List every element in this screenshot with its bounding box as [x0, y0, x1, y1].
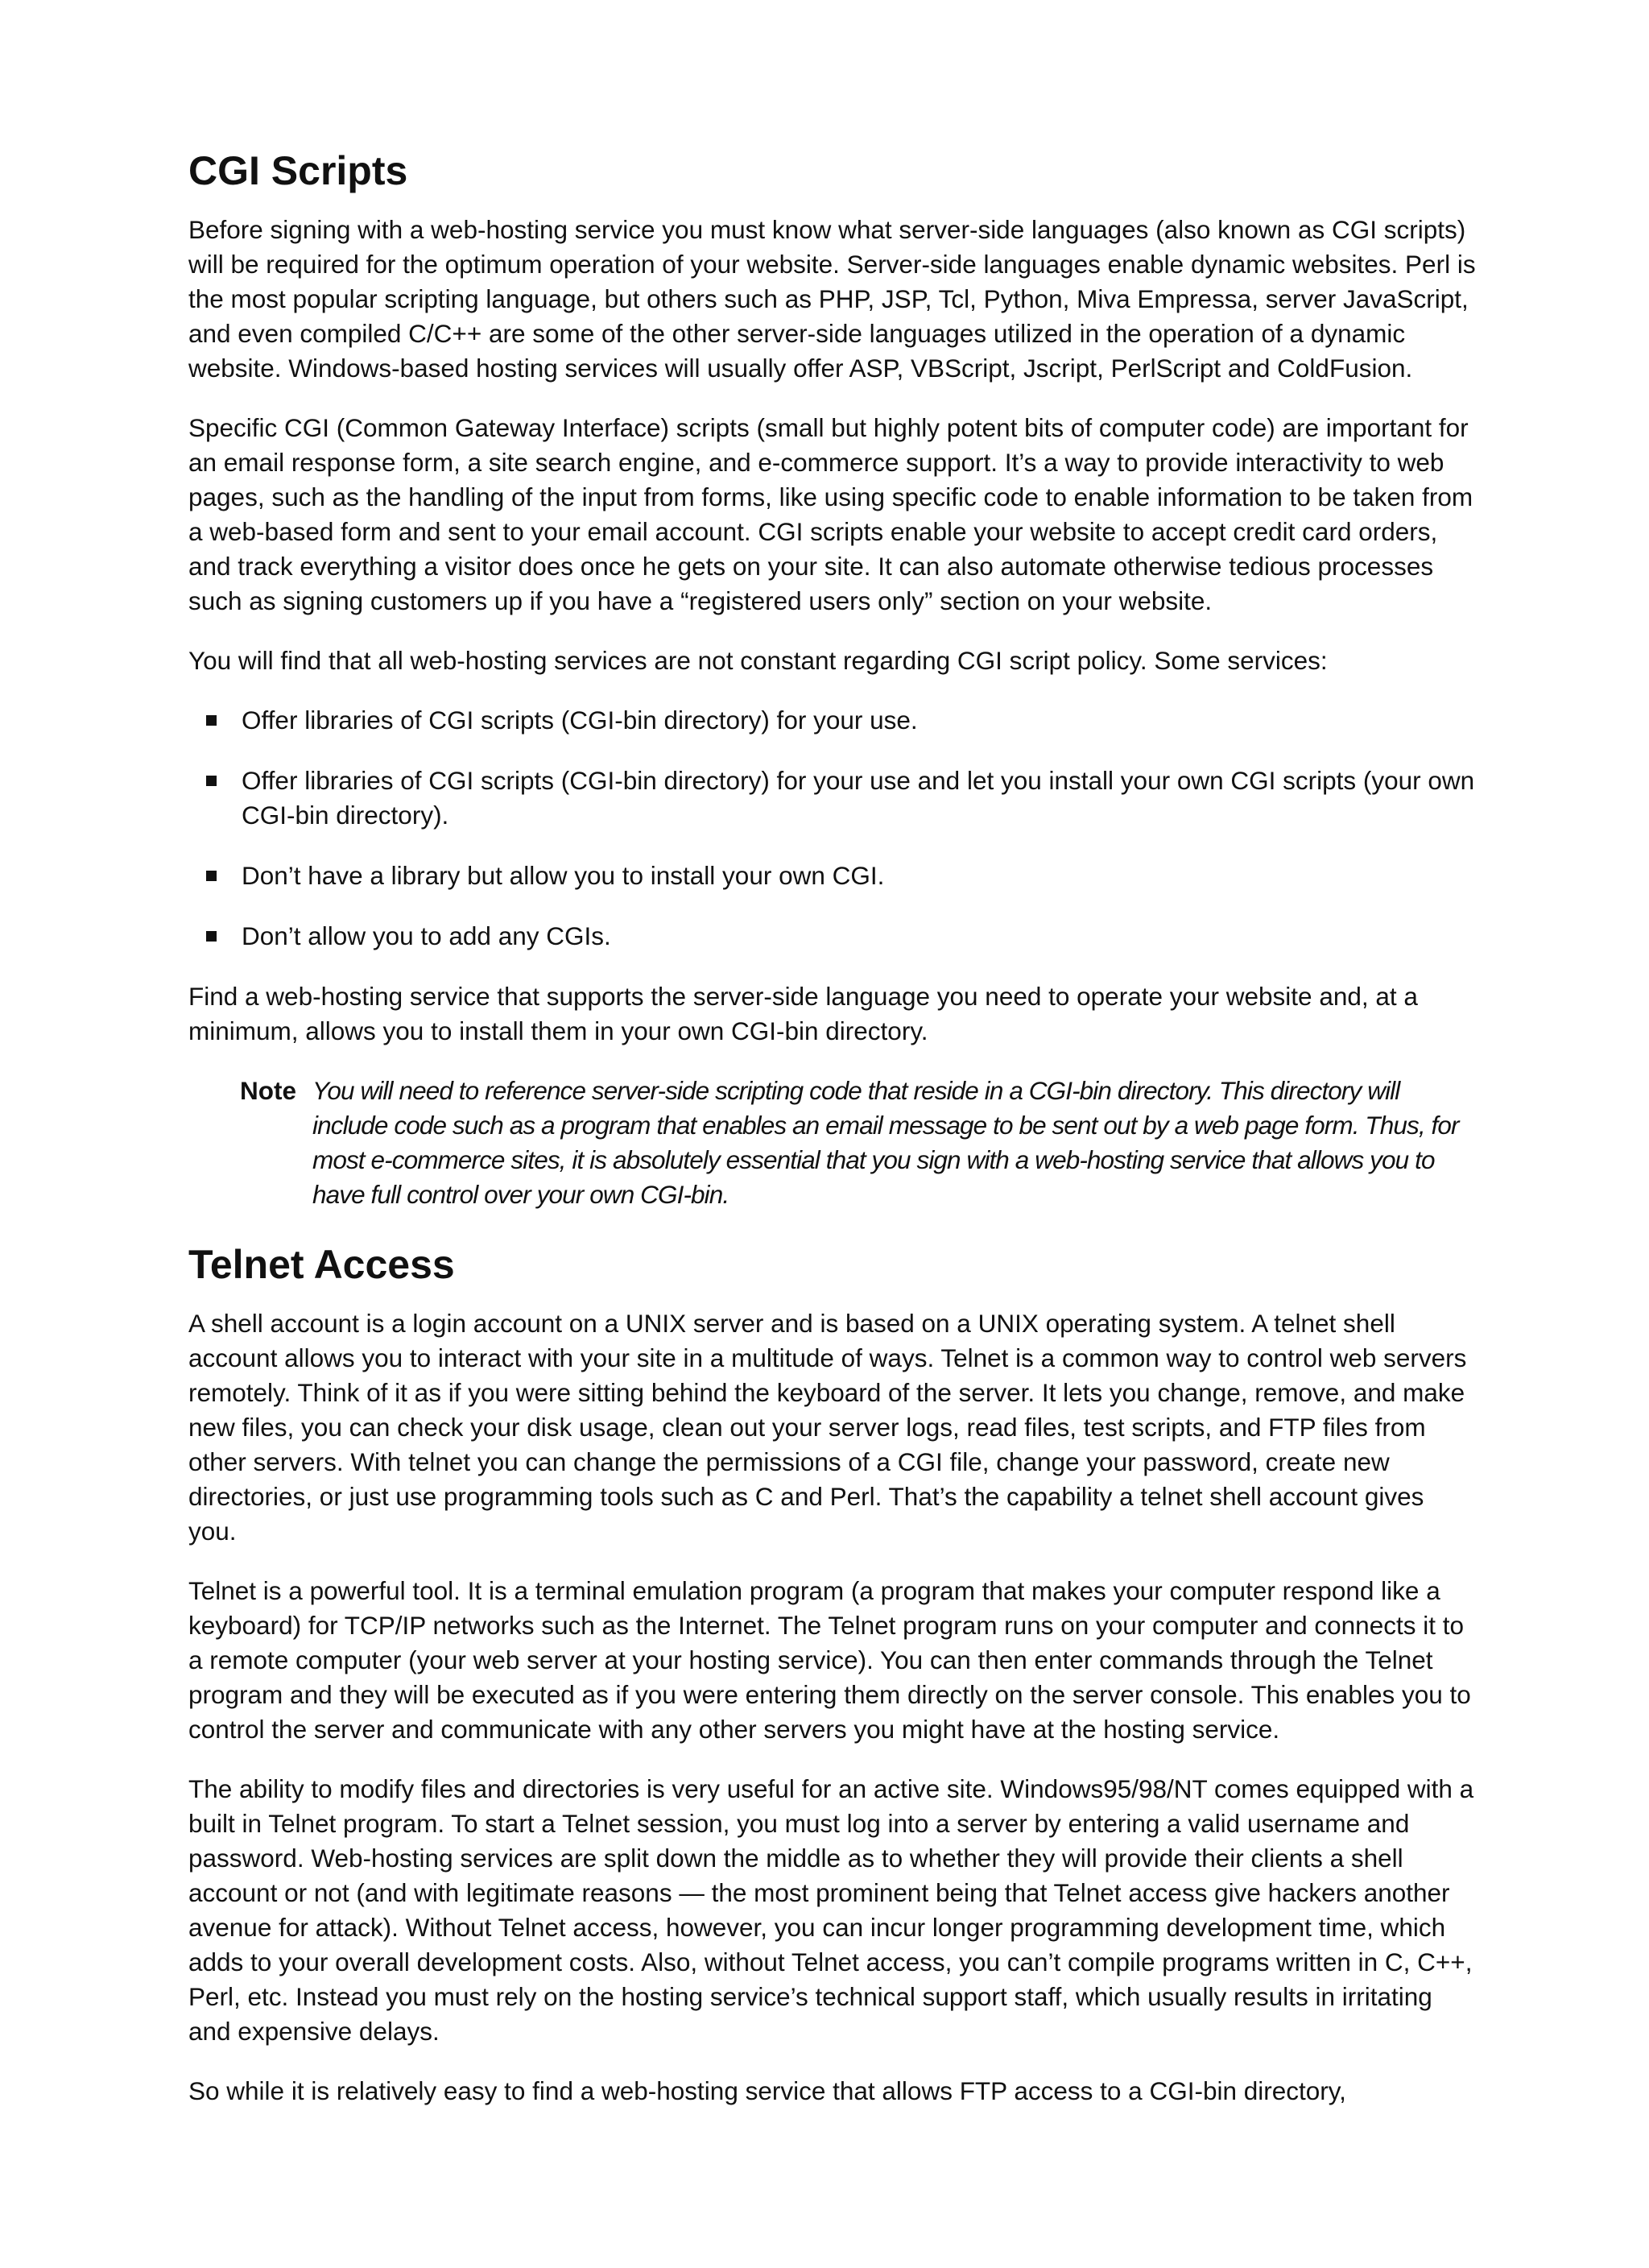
square-bullet-icon: [206, 871, 217, 881]
cgi-policy-list: [188, 703, 1477, 954]
list-item: [188, 859, 1477, 893]
paragraph: You will find that all web-hosting services are not constant regarding CGI script policy. Some services:: [188, 646, 1328, 675]
list-item: [188, 919, 1477, 954]
note-block: [188, 1074, 1464, 1212]
square-bullet-icon: [206, 776, 217, 786]
section-heading-cgi-scripts: CGI Scripts: [188, 148, 408, 193]
section-heading-telnet-access: Telnet Access: [188, 1242, 455, 1287]
list-item-text: Offer libraries of CGI scripts (CGI-bin directory) for your use.: [242, 706, 918, 735]
paragraph: So while it is relatively easy to find a web-hosting service that allows FTP access to a CGI-bin directory,: [188, 2076, 1346, 2105]
paragraph: The ability to modify files and directories is very useful for an active site. Windows95/98/NT comes equipped with a built in Telnet program. To start a Telnet session, you must log into a server by entering a valid username and password. Web-hosting services are split down the middle as to whether they will provide their clients a shell account or not (and with legitimate reasons — the most prominent being that Telnet access give hackers another avenue for attack). Without Telnet access, however, you can incur longer programming development time, which adds to your overall development costs. Also, without Telnet access, you can’t compile programs written in C, C++, Perl, etc. Instead you must rely on the hosting service’s technical support staff, which usually results in irritating and expensive delays.: [188, 1774, 1474, 2046]
list-item: [188, 764, 1477, 833]
note-text: You will need to reference server-side scripting code that reside in a CGI-bin directory. This directory will include code such as a program that enables an email message to be sent out by a web page form. Thus, for most e-commerce sites, it is absolutely essential that you sign with a web-hosting service that allows you to have full control over your own CGI-bin.: [312, 1076, 1459, 1209]
paragraph: Specific CGI (Common Gateway Interface) scripts (small but highly potent bits of computer code) are important for an email response form, a site search engine, and e-commerce support. It’s a way to provide interactivity to web pages, such as the handling of the input from forms, like using specific code to enable information to be taken from a web-based form and sent to your email account. CGI scripts enable your website to accept credit card orders, and track everything a visitor does once he gets on your site. It can also automate otherwise tedious processes such as signing customers up if you have a “registered users only” section on your website.: [188, 413, 1473, 615]
note-label: Note: [240, 1076, 296, 1105]
square-bullet-icon: [206, 931, 217, 942]
list-item-text: Don’t have a library but allow you to install your own CGI.: [242, 861, 885, 890]
paragraph: Before signing with a web-hosting service you must know what server-side languages (also known as CGI scripts) will be required for the optimum operation of your website. Server-side languages enable dynamic websites. Perl is the most popular scripting language, but others such as PHP, JSP, Tcl, Python, Miva Empressa, server JavaScript, and even compiled C/C++ are some of the other server-side languages utilized in the operation of a dynamic website. Windows-based hosting services will usually offer ASP, VBScript, Jscript, PerlScript and ColdFusion.: [188, 215, 1476, 383]
square-bullet-icon: [206, 715, 217, 726]
list-item-text: Don’t allow you to add any CGIs.: [242, 921, 611, 950]
list-item-text: Offer libraries of CGI scripts (CGI-bin directory) for your use and let you install your own CGI scripts (your own CGI-bin directory).: [242, 766, 1475, 830]
paragraph: Telnet is a powerful tool. It is a terminal emulation program (a program that makes your computer respond like a keyboard) for TCP/IP networks such as the Internet. The Telnet program runs on your computer and connects it to a remote computer (your web server at your hosting service). You can then enter commands through the Telnet program and they will be executed as if you were entering them directly on the server console. This enables you to control the server and communicate with any other servers you might have at the hosting service.: [188, 1576, 1471, 1744]
list-item: [188, 703, 1477, 738]
paragraph: A shell account is a login account on a UNIX server and is based on a UNIX operating system. A telnet shell account allows you to interact with your site in a multitude of ways. Telnet is a common way to control web servers remotely. Think of it as if you were sitting behind the keyboard of the server. It lets you change, remove, and make new files, you can check your disk usage, clean out your server logs, read files, test scripts, and FTP files from other servers. With telnet you can change the permissions of a CGI file, change your password, create new directories, or just use programming tools such as C and Perl. That’s the capability a telnet shell account gives you.: [188, 1309, 1467, 1546]
document-page: [188, 145, 1477, 2133]
paragraph: Find a web-hosting service that supports the server-side language you need to operate your website and, at a minimum, allows you to install them in your own CGI-bin directory.: [188, 982, 1418, 1045]
